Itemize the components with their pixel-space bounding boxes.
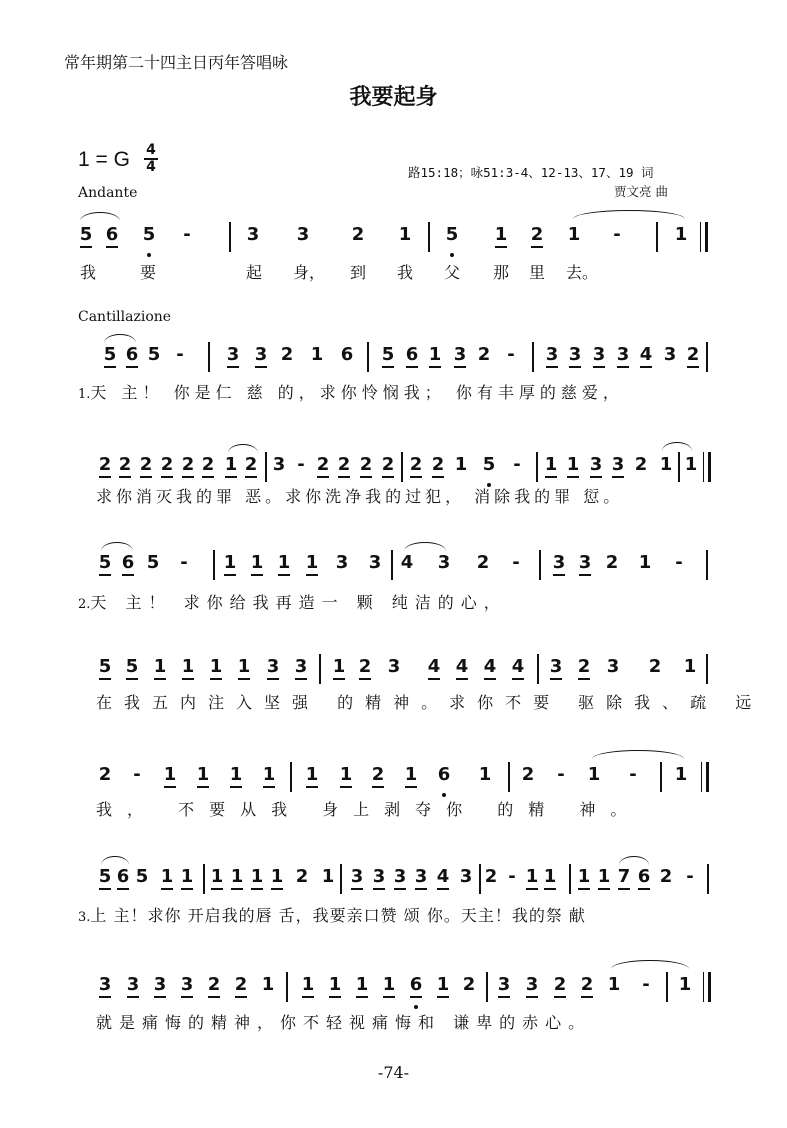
note: 1 — [683, 656, 697, 677]
note: 1 — [332, 656, 346, 677]
note: 3 — [568, 344, 582, 365]
note: 1 — [153, 656, 167, 677]
note: 5 — [381, 344, 395, 365]
note: 6 — [637, 866, 651, 887]
note: 3 — [589, 454, 603, 475]
note: 2 — [337, 454, 351, 475]
note: 6 — [116, 866, 130, 887]
note: 1 — [301, 974, 315, 995]
time-signature-top: 4 — [146, 142, 156, 158]
note: 2 — [244, 454, 258, 475]
note: - — [508, 866, 516, 887]
note: 2 — [118, 454, 132, 475]
note: 1 — [436, 974, 450, 995]
note: 1 — [224, 454, 238, 475]
note: 2 — [316, 454, 330, 475]
note: 1 — [454, 454, 468, 475]
note: 3 — [414, 866, 428, 887]
note: - — [507, 344, 515, 365]
verse-lyrics-1 — [78, 380, 624, 403]
note: 2 — [580, 974, 594, 995]
note: 3 — [616, 344, 630, 365]
note: 5 — [98, 866, 112, 887]
note: 2 — [280, 344, 294, 365]
note: 1 — [328, 974, 342, 995]
score-system-5 — [0, 652, 787, 686]
note: 2 — [431, 454, 445, 475]
note: 2 — [686, 344, 700, 365]
note: 5 — [482, 454, 496, 475]
note: 3 — [226, 344, 240, 365]
note: 2 — [530, 224, 544, 245]
note: 4 — [455, 656, 469, 677]
note: 1 — [321, 866, 335, 887]
note: 3 — [437, 552, 451, 573]
lyric: 我 — [397, 263, 414, 282]
page-number: -74- — [377, 1063, 410, 1082]
score-system-3 — [0, 450, 787, 484]
note: 1 — [525, 866, 539, 887]
note: 3 — [387, 656, 401, 677]
note: 1 — [262, 764, 276, 785]
time-signature — [144, 144, 158, 174]
note: 3 — [98, 974, 112, 995]
note: 3 — [266, 656, 280, 677]
note: 1 — [398, 224, 412, 245]
score-system-6 — [0, 760, 787, 794]
note: 5 — [125, 656, 139, 677]
note: 1 — [543, 866, 557, 887]
lyric-line: 求你消灭我的罪 恶。求你洗净我的过犯， 消除我的罪 愆。 — [96, 487, 624, 506]
note: 1 — [382, 974, 396, 995]
note: 1 — [305, 764, 319, 785]
note: 3 — [153, 974, 167, 995]
lyric-line: 就是痛悔的精神，你不轻视痛悔和 谦卑的赤心。 — [96, 1013, 592, 1032]
score-system-8 — [0, 970, 787, 1004]
lyric: 要 — [140, 263, 157, 282]
note: 5 — [79, 224, 93, 245]
lyric: 去。 — [566, 263, 599, 282]
note: 3 — [180, 974, 194, 995]
note: 2 — [371, 764, 385, 785]
note: 6 — [340, 344, 354, 365]
note: 3 — [294, 656, 308, 677]
note: 2 — [462, 974, 476, 995]
lyric: 里 — [529, 263, 546, 282]
note: 1 — [566, 454, 580, 475]
note: 3 — [592, 344, 606, 365]
lyric: 身， — [293, 263, 326, 282]
note: 1 — [674, 224, 688, 245]
note: 1 — [210, 866, 224, 887]
note: 5 — [445, 224, 459, 245]
note: 1 — [270, 866, 284, 887]
note: 3 — [606, 656, 620, 677]
lyric: 父 — [444, 263, 461, 282]
composer-credit: 贾文亮 曲 — [614, 184, 668, 199]
note: 5 — [103, 344, 117, 365]
note: 1 — [567, 224, 581, 245]
lyric-line: 在我五内注入坚强 的精神。求你不要 驱除我、疏 远 — [96, 693, 764, 712]
note: 1 — [160, 866, 174, 887]
note: 1 — [659, 454, 673, 475]
note: 2 — [139, 454, 153, 475]
note: 3 — [549, 656, 563, 677]
note: 1 — [180, 866, 194, 887]
note: 2 — [659, 866, 673, 887]
note: 3 — [368, 552, 382, 573]
note: 5 — [142, 224, 156, 245]
note: 3 — [578, 552, 592, 573]
note: 1 — [597, 866, 611, 887]
note: 1 — [261, 974, 275, 995]
score-system-7 — [0, 862, 787, 896]
note: 1 — [310, 344, 324, 365]
note: 5 — [135, 866, 149, 887]
note: 1 — [250, 552, 264, 573]
note: 1 — [428, 344, 442, 365]
lyric: 那 — [493, 263, 510, 282]
lyric: 我 — [80, 263, 97, 282]
note: 2 — [98, 454, 112, 475]
note: 3 — [272, 454, 286, 475]
note: - — [297, 454, 305, 475]
note: 5 — [146, 552, 160, 573]
note: 2 — [351, 224, 365, 245]
note: 1 — [404, 764, 418, 785]
key-signature: 1 = G — [78, 148, 130, 171]
note: 3 — [525, 974, 539, 995]
note: 2 — [605, 552, 619, 573]
note: - — [613, 224, 621, 245]
note: 4 — [427, 656, 441, 677]
lyric-line: 天 主！ 求你给我再造一 颗 纯洁的心， — [90, 593, 507, 612]
verse-lyrics-3 — [78, 903, 586, 926]
note: 2 — [553, 974, 567, 995]
note: - — [686, 866, 694, 887]
note: 1 — [196, 764, 210, 785]
note: 2 — [207, 974, 221, 995]
note: 3 — [246, 224, 260, 245]
note: - — [512, 552, 520, 573]
note: 3 — [372, 866, 386, 887]
note: 1 — [339, 764, 353, 785]
note: 6 — [409, 974, 423, 995]
note: 2 — [381, 454, 395, 475]
note: 1 — [478, 764, 492, 785]
note: 1 — [237, 656, 251, 677]
note: 3 — [552, 552, 566, 573]
note: 2 — [634, 454, 648, 475]
lyrics-source: 路15:18；咏51:3-4、12-13、17、19 词 — [408, 165, 654, 180]
note: 6 — [121, 552, 135, 573]
note: 1 — [607, 974, 621, 995]
note: 4 — [483, 656, 497, 677]
note: 2 — [521, 764, 535, 785]
note: - — [176, 344, 184, 365]
note: - — [513, 454, 521, 475]
lyric: 起 — [246, 263, 263, 282]
note: 1 — [229, 764, 243, 785]
note: 2 — [234, 974, 248, 995]
note: 1 — [305, 552, 319, 573]
score-system-4 — [0, 548, 787, 582]
time-signature-bottom: 4 — [146, 159, 156, 175]
note: 2 — [359, 454, 373, 475]
note: 4 — [436, 866, 450, 887]
note: 1 — [250, 866, 264, 887]
score-system-1 — [0, 220, 787, 254]
note: - — [629, 764, 637, 785]
note: 2 — [477, 344, 491, 365]
note: 1 — [209, 656, 223, 677]
note: - — [180, 552, 188, 573]
note: 1 — [684, 454, 698, 475]
note: 2 — [358, 656, 372, 677]
note: 6 — [405, 344, 419, 365]
note: 5 — [147, 344, 161, 365]
note: 3 — [126, 974, 140, 995]
note: 4 — [511, 656, 525, 677]
note: 2 — [476, 552, 490, 573]
note: - — [675, 552, 683, 573]
tempo-marking: Andante — [78, 185, 138, 201]
note: - — [642, 974, 650, 995]
page-title: 我要起身 — [349, 84, 438, 110]
score-system-2 — [0, 340, 787, 374]
note: 5 — [98, 552, 112, 573]
note: 1 — [230, 866, 244, 887]
section-label: Cantillazione — [78, 309, 172, 325]
note: 2 — [409, 454, 423, 475]
note: 4 — [400, 552, 414, 573]
note: 6 — [105, 224, 119, 245]
note: 2 — [577, 656, 591, 677]
note: 2 — [484, 866, 498, 887]
lyric: 到 — [350, 263, 367, 282]
verse-lyrics-2 — [78, 590, 507, 613]
lyric-line: 天 主！ 你是仁 慈 的，求你怜悯我； 你有丰厚的慈爱， — [90, 383, 624, 402]
note: 3 — [296, 224, 310, 245]
note: 1 — [494, 224, 508, 245]
note: 1 — [678, 974, 692, 995]
note: 1 — [577, 866, 591, 887]
note: 1 — [223, 552, 237, 573]
note: 2 — [648, 656, 662, 677]
note: 1 — [355, 974, 369, 995]
note: 7 — [617, 866, 631, 887]
note: - — [133, 764, 141, 785]
note: 6 — [125, 344, 139, 365]
lyric-line: 上 主！求你 开启我的唇 舌，我要亲口赞 颂 你。天主！我的祭 献 — [90, 906, 586, 925]
note: 1 — [163, 764, 177, 785]
note: 2 — [201, 454, 215, 475]
note: 3 — [663, 344, 677, 365]
note: 3 — [335, 552, 349, 573]
note: 3 — [453, 344, 467, 365]
note: 3 — [611, 454, 625, 475]
note: 3 — [350, 866, 364, 887]
note: 3 — [459, 866, 473, 887]
hymn-header: 常年期第二十四主日丙年答唱咏 — [64, 53, 289, 72]
note: 3 — [497, 974, 511, 995]
note: 4 — [639, 344, 653, 365]
note: 2 — [295, 866, 309, 887]
note: 2 — [98, 764, 112, 785]
verse-number: 3. — [78, 910, 91, 925]
note: - — [183, 224, 191, 245]
lyric-line: 我， 不要从我 身上剥夺你 的精 神。 — [96, 800, 642, 819]
note: 1 — [544, 454, 558, 475]
verse-number: 2. — [78, 597, 91, 612]
note: 5 — [98, 656, 112, 677]
note: 3 — [545, 344, 559, 365]
note: 3 — [393, 866, 407, 887]
note: 1 — [181, 656, 195, 677]
note: 2 — [181, 454, 195, 475]
note: 2 — [160, 454, 174, 475]
note: 1 — [277, 552, 291, 573]
verse-number: 1. — [78, 387, 91, 402]
note: 6 — [437, 764, 451, 785]
note: 1 — [638, 552, 652, 573]
note: 3 — [254, 344, 268, 365]
note: 1 — [587, 764, 601, 785]
note: 1 — [674, 764, 688, 785]
note: - — [557, 764, 565, 785]
